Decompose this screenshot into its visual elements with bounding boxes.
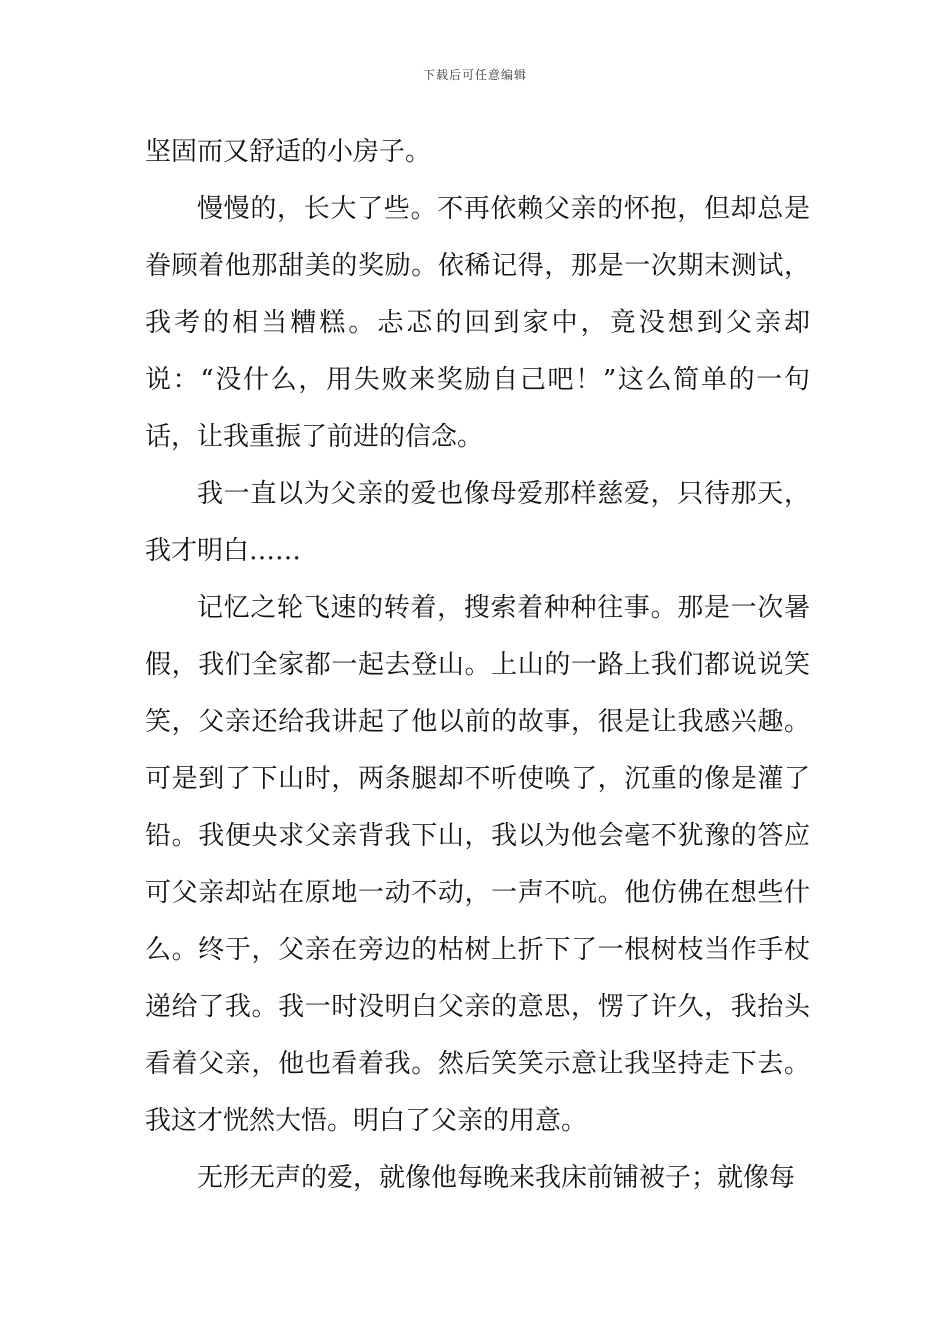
paragraph-1: 坚固而又舒适的小房子。 [145, 137, 432, 167]
paragraph-4: 记忆之轮飞速的转着，搜索着种种往事。那是一次暑假，我们全家都一起去登山。上山的一路上我们都说说笑笑，父亲还给我讲起了他以前的故事，很是让我感兴趣。可是到了下山时，两条腿却不听使唤了，沉重的像是灌了铅。我便央求父亲背我下山，我以为他会毫不犹豫的答应可父亲却站在原地一动不动，一声不吭。他仿佛在想些什么。终于，父亲在旁边的枯树上折下了一根树枝当作手杖递给了我。我一时没明白父亲的意思，愣了许久，我抬头看着父亲，他也看着我。然后笑笑示意让我坚持走下去。我这才恍然大悟。明白了父亲的用意。 [145, 593, 810, 1136]
page-header: 下载后可任意编辑 [422, 68, 527, 82]
body-text [145, 124, 810, 1207]
paragraph-3: 我一直以为父亲的爱也像母爱那样慈爱，只待那天，我才明白…… [145, 479, 810, 566]
paragraph-5: 无形无声的爱，就像他每晚来我床前铺被子；就像每 [197, 1163, 796, 1193]
paragraph-2: 慢慢的，长大了些。不再依赖父亲的怀抱，但却总是眷顾着他那甜美的奖励。依稀记得，那是一次期末测试，我考的相当糟糕。忐忑的回到家中，竟没想到父亲却说：“没什么，用失败来奖励自己吧！”这么简单的一句话，让我重振了前进的信念。 [145, 194, 810, 452]
